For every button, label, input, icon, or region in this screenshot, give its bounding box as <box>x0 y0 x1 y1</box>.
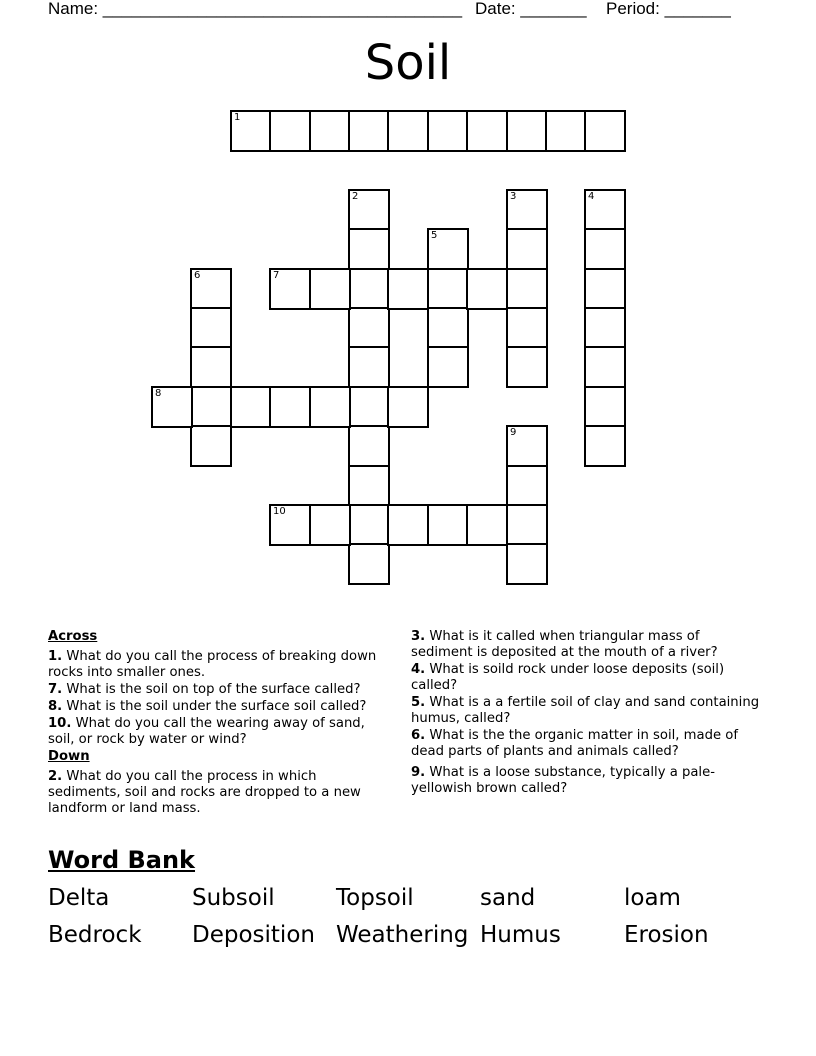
clue-number: 2 <box>352 191 359 202</box>
crossword-cell[interactable] <box>348 268 390 310</box>
crossword-cell[interactable] <box>348 346 390 388</box>
crossword-cell[interactable] <box>427 346 469 388</box>
clues-right-column <box>411 629 761 798</box>
crossword-cell[interactable] <box>348 425 390 467</box>
crossword-cell[interactable] <box>348 189 390 231</box>
crossword-cell[interactable] <box>190 307 232 349</box>
clue-number: 9 <box>510 427 517 438</box>
crossword-cell[interactable] <box>269 504 311 546</box>
crossword-cell[interactable] <box>506 189 548 231</box>
name-field[interactable]: Name: ______________________________________ <box>48 0 463 18</box>
crossword-cell[interactable] <box>348 386 390 428</box>
crossword-cell[interactable] <box>348 110 390 152</box>
crossword-cell[interactable] <box>309 110 351 152</box>
word-bank-word: Subsoil <box>192 885 275 911</box>
crossword-cell[interactable] <box>584 386 626 428</box>
word-bank-title: Word Bank <box>48 846 196 874</box>
crossword-cell[interactable] <box>387 110 429 152</box>
across-heading: Across <box>48 629 98 644</box>
crossword-cell[interactable] <box>545 110 587 152</box>
clue-down-5: 5. What is a a fertile soil of clay and sand containing humus, called? <box>411 695 760 726</box>
clue-number: 1 <box>234 112 241 123</box>
crossword-cell[interactable] <box>506 110 548 152</box>
crossword-cell[interactable] <box>269 268 311 310</box>
date-field[interactable]: Date: _______ <box>475 0 587 18</box>
word-bank-word: Humus <box>480 922 561 948</box>
crossword-cell[interactable] <box>269 386 311 428</box>
crossword-cell[interactable] <box>427 268 469 310</box>
crossword-cell[interactable] <box>584 346 626 388</box>
clue-number: 10 <box>273 506 286 517</box>
down-heading: Down <box>48 749 90 764</box>
word-bank-word: Bedrock <box>48 922 142 948</box>
word-bank-word: Weathering <box>336 922 469 948</box>
crossword-cell[interactable] <box>269 110 311 152</box>
clue-number: 4 <box>588 191 595 202</box>
clue-number: 7 <box>273 270 280 281</box>
crossword-cell[interactable] <box>230 386 272 428</box>
clues-left-column <box>48 629 393 818</box>
crossword-cell[interactable] <box>348 307 390 349</box>
crossword-cell[interactable] <box>190 346 232 388</box>
word-bank-word: Topsoil <box>336 885 414 911</box>
clue-number: 3 <box>510 191 517 202</box>
period-field[interactable]: Period: _______ <box>606 0 731 18</box>
crossword-cell[interactable] <box>427 110 469 152</box>
clue-across-7: 7. What is the soil on top of the surface called? <box>48 682 361 697</box>
clue-across-1: 1. What do you call the process of breaking down rocks into smaller ones. <box>48 649 377 680</box>
crossword-cell[interactable] <box>348 465 390 507</box>
word-bank-word: Deposition <box>192 922 315 948</box>
crossword-cell[interactable] <box>584 268 626 310</box>
crossword-cell[interactable] <box>309 268 351 310</box>
word-bank-word: Delta <box>48 885 110 911</box>
crossword-cell[interactable] <box>427 307 469 349</box>
clue-across-10: 10. What do you call the wearing away of sand, soil, or rock by water or wind? <box>48 716 365 747</box>
crossword-cell[interactable] <box>506 543 548 585</box>
crossword-cell[interactable] <box>506 346 548 388</box>
crossword-cell[interactable] <box>506 425 548 467</box>
crossword-cell[interactable] <box>427 228 469 270</box>
crossword-cell[interactable] <box>348 228 390 270</box>
word-bank-word: loam <box>624 885 681 911</box>
crossword-cell[interactable] <box>190 425 232 467</box>
crossword-cell[interactable] <box>584 425 626 467</box>
clue-number: 8 <box>155 388 162 399</box>
crossword-cell[interactable] <box>230 110 272 152</box>
clue-down-3: 3. What is it called when triangular mass of sediment is deposited at the mouth of a river? <box>411 629 718 660</box>
clue-down-4: 4. What is soild rock under loose deposits (soil) called? <box>411 662 725 693</box>
crossword-cell[interactable] <box>151 386 193 428</box>
crossword-cell[interactable] <box>506 504 548 546</box>
crossword-cell[interactable] <box>309 504 351 546</box>
clue-across-8: 8. What is the soil under the surface soil called? <box>48 699 367 714</box>
crossword-cell[interactable] <box>427 504 469 546</box>
page-title: Soil <box>364 35 452 91</box>
crossword-cell[interactable] <box>387 268 429 310</box>
crossword-cell[interactable] <box>466 268 508 310</box>
clue-number: 6 <box>194 270 201 281</box>
crossword-cell[interactable] <box>348 543 390 585</box>
word-bank-word: Erosion <box>624 922 709 948</box>
crossword-cell[interactable] <box>506 268 548 310</box>
clue-down-2: 2. What do you call the process in which sediments, soil and rocks are dropped to a new landform or land mass. <box>48 769 361 816</box>
word-bank-word: sand <box>480 885 536 911</box>
crossword-cell[interactable] <box>584 110 626 152</box>
crossword-cell[interactable] <box>584 228 626 270</box>
crossword-cell[interactable] <box>584 307 626 349</box>
crossword-cell[interactable] <box>506 307 548 349</box>
clue-number: 5 <box>431 230 438 241</box>
crossword-cell[interactable] <box>190 386 232 428</box>
clue-down-9: 9. What is a loose substance, typically a pale-yellowish brown called? <box>411 765 715 796</box>
crossword-cell[interactable] <box>387 386 429 428</box>
crossword-cell[interactable] <box>506 228 548 270</box>
crossword-cell[interactable] <box>309 386 351 428</box>
crossword-cell[interactable] <box>466 504 508 546</box>
crossword-cell[interactable] <box>387 504 429 546</box>
crossword-cell[interactable] <box>190 268 232 310</box>
crossword-cell[interactable] <box>584 189 626 231</box>
clue-down-6: 6. What is the the organic matter in soil, made of dead parts of plants and animals called? <box>411 728 738 759</box>
crossword-cell[interactable] <box>348 504 390 546</box>
crossword-cell[interactable] <box>466 110 508 152</box>
crossword-cell[interactable] <box>506 465 548 507</box>
